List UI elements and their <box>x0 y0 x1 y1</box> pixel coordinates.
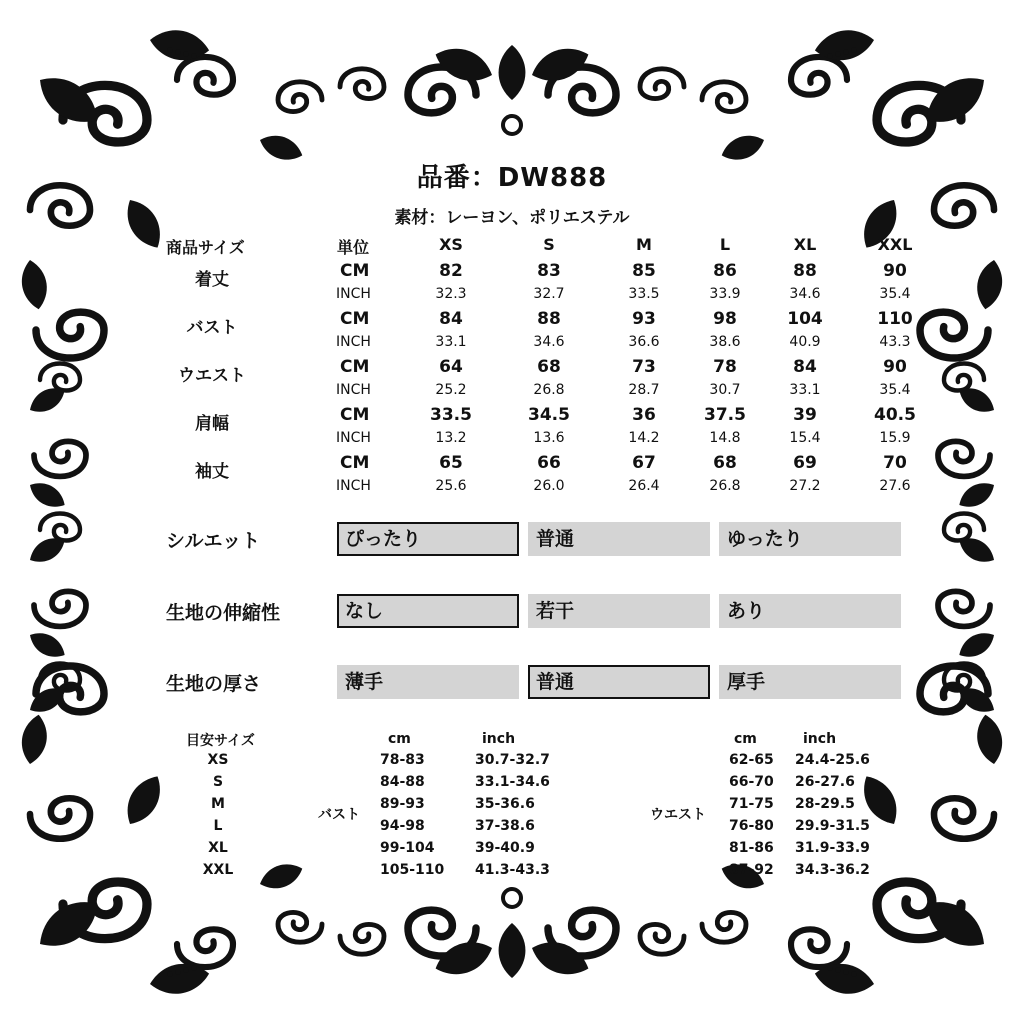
unit-cm-2: CM <box>340 357 370 377</box>
guide-waist-cm: 62-65 <box>729 752 774 768</box>
inch-value-cell: 26.8 <box>533 382 565 398</box>
option-box: ゆったり <box>719 522 901 556</box>
unit-cm-4: CM <box>340 453 370 473</box>
inch-value-cell: 43.3 <box>879 334 911 350</box>
option-box: 普通 <box>528 522 710 556</box>
cm-value-cell: 84 <box>439 309 463 329</box>
option-box: 薄手 <box>337 665 519 699</box>
inch-value-cell: 34.6 <box>789 286 821 302</box>
inch-value-cell: 34.6 <box>533 334 565 350</box>
guide-size-m: M <box>211 796 225 812</box>
cm-value-cell: 39 <box>793 405 817 425</box>
unit-header: 単位 <box>337 238 370 257</box>
guide-bust-inch: 37-38.6 <box>475 818 535 834</box>
inch-value-cell: 32.7 <box>533 286 565 302</box>
cm-value-cell: 33.5 <box>430 405 472 425</box>
cm-value-cell: 37.5 <box>704 405 746 425</box>
waist-cm-header: cm <box>734 731 757 747</box>
measure-name-1: バスト <box>186 318 238 338</box>
guide-size-xl: XL <box>208 840 228 856</box>
cm-value-cell: 67 <box>632 453 656 473</box>
guide-waist-inch: 29.9-31.5 <box>795 818 870 834</box>
guide-waist-inch: 34.3-36.2 <box>795 862 870 878</box>
unit-inch-4: INCH <box>336 478 371 494</box>
cm-value-cell: 84 <box>793 357 817 377</box>
cm-value-cell: 78 <box>713 357 737 377</box>
inch-value-cell: 26.0 <box>533 478 565 494</box>
selected-option-box: なし <box>337 594 519 628</box>
inch-value-cell: 33.9 <box>709 286 741 302</box>
guide-bust-cm: 78-83 <box>380 752 425 768</box>
inch-value-cell: 28.7 <box>628 382 660 398</box>
guide-waist-inch: 31.9-33.9 <box>795 840 870 856</box>
cm-value-cell: 93 <box>632 309 656 329</box>
inch-value-cell: 32.3 <box>435 286 467 302</box>
guide-bust-inch: 41.3-43.3 <box>475 862 550 878</box>
attribute-label-2: 生地の厚さ <box>166 673 262 695</box>
cm-value-cell: 85 <box>632 261 656 281</box>
guide-size-l: L <box>213 818 223 834</box>
inch-value-cell: 40.9 <box>789 334 821 350</box>
cm-value-cell: 40.5 <box>874 405 916 425</box>
inch-value-cell: 13.2 <box>435 430 467 446</box>
measure-name-0: 着丈 <box>195 270 229 290</box>
cm-value-cell: 70 <box>883 453 907 473</box>
guide-size-xxl: XXL <box>202 862 234 878</box>
measure-name-4: 袖丈 <box>195 462 229 482</box>
cm-value-cell: 86 <box>713 261 737 281</box>
product-number-title: 品番：DW888 <box>416 163 608 193</box>
inch-value-cell: 38.6 <box>709 334 741 350</box>
unit-inch-2: INCH <box>336 382 371 398</box>
bust-inch-header: inch <box>482 731 516 747</box>
guide-bust-cm: 94-98 <box>380 818 425 834</box>
cm-value-cell: 66 <box>537 453 561 473</box>
guide-bust-cm: 99-104 <box>380 840 435 856</box>
inch-value-cell: 27.6 <box>879 478 911 494</box>
option-box: あり <box>719 594 901 628</box>
cm-value-cell: 73 <box>632 357 656 377</box>
inch-value-cell: 25.6 <box>435 478 467 494</box>
cm-value-cell: 68 <box>537 357 561 377</box>
cm-value-cell: 90 <box>883 261 907 281</box>
selected-option-box: ぴったり <box>337 522 519 556</box>
waist-inch-header: inch <box>803 731 837 747</box>
size-table-header-label: 商品サイズ <box>166 238 245 257</box>
option-box: 若干 <box>528 594 710 628</box>
guide-size-s: S <box>212 774 224 790</box>
material-line: 素材：レーヨン、ポリエステル <box>394 208 630 228</box>
guide-title: 目安サイズ <box>186 733 255 749</box>
attribute-label-0: シルエット <box>166 530 261 552</box>
inch-value-cell: 14.8 <box>709 430 741 446</box>
selected-option-box: 普通 <box>528 665 710 699</box>
size-header-xl: XL <box>793 235 817 254</box>
size-header-l: L <box>719 235 731 254</box>
cm-value-cell: 36 <box>632 405 656 425</box>
size-header-xxl: XXL <box>877 235 913 254</box>
guide-bust-cm: 105-110 <box>380 862 445 878</box>
measure-name-3: 肩幅 <box>195 414 229 434</box>
inch-value-cell: 15.4 <box>789 430 821 446</box>
unit-inch-0: INCH <box>336 286 371 302</box>
inch-value-cell: 36.6 <box>628 334 660 350</box>
guide-bust-cm: 89-93 <box>380 796 425 812</box>
inch-value-cell: 15.9 <box>879 430 911 446</box>
cm-value-cell: 90 <box>883 357 907 377</box>
option-box: 厚手 <box>719 665 901 699</box>
guide-waist-label: ウエスト <box>650 807 706 823</box>
guide-bust-inch: 30.7-32.7 <box>475 752 550 768</box>
inch-value-cell: 27.2 <box>789 478 821 494</box>
inch-value-cell: 13.6 <box>533 430 565 446</box>
cm-value-cell: 64 <box>439 357 463 377</box>
guide-size-xs: XS <box>207 752 229 768</box>
unit-inch-3: INCH <box>336 430 371 446</box>
guide-waist-cm: 71-75 <box>729 796 774 812</box>
size-header-s: S <box>543 235 555 254</box>
guide-waist-inch: 26-27.6 <box>795 774 855 790</box>
guide-bust-inch: 39-40.9 <box>475 840 535 856</box>
cm-value-cell: 69 <box>793 453 817 473</box>
guide-bust-cm: 84-88 <box>380 774 425 790</box>
bust-cm-header: cm <box>388 731 411 747</box>
inch-value-cell: 33.5 <box>628 286 660 302</box>
attribute-label-1: 生地の伸縮性 <box>166 602 281 624</box>
cm-value-cell: 34.5 <box>528 405 570 425</box>
size-header-xs: XS <box>439 235 463 254</box>
guide-bust-inch: 35-36.6 <box>475 796 535 812</box>
inch-value-cell: 25.2 <box>435 382 467 398</box>
inch-value-cell: 14.2 <box>628 430 660 446</box>
inch-value-cell: 26.4 <box>628 478 660 494</box>
guide-waist-cm: 66-70 <box>729 774 774 790</box>
inch-value-cell: 26.8 <box>709 478 741 494</box>
cm-value-cell: 88 <box>537 309 561 329</box>
size-header-m: M <box>636 235 652 254</box>
inch-value-cell: 35.4 <box>879 286 911 302</box>
cm-value-cell: 82 <box>439 261 463 281</box>
guide-bust-inch: 33.1-34.6 <box>475 774 550 790</box>
inch-value-cell: 33.1 <box>789 382 821 398</box>
cm-value-cell: 110 <box>877 309 913 329</box>
guide-bust-label: バスト <box>318 807 360 823</box>
guide-waist-inch: 28-29.5 <box>795 796 855 812</box>
inch-value-cell: 33.1 <box>435 334 467 350</box>
cm-value-cell: 88 <box>793 261 817 281</box>
inch-value-cell: 35.4 <box>879 382 911 398</box>
guide-waist-cm: 81-86 <box>729 840 774 856</box>
cm-value-cell: 83 <box>537 261 561 281</box>
cm-value-cell: 68 <box>713 453 737 473</box>
guide-waist-cm: 87-92 <box>729 862 774 878</box>
unit-cm-0: CM <box>340 261 370 281</box>
cm-value-cell: 104 <box>787 309 823 329</box>
guide-waist-cm: 76-80 <box>729 818 774 834</box>
unit-inch-1: INCH <box>336 334 371 350</box>
cm-value-cell: 65 <box>439 453 463 473</box>
cm-value-cell: 98 <box>713 309 737 329</box>
measure-name-2: ウエスト <box>178 366 246 386</box>
guide-waist-inch: 24.4-25.6 <box>795 752 870 768</box>
unit-cm-1: CM <box>340 309 370 329</box>
unit-cm-3: CM <box>340 405 370 425</box>
inch-value-cell: 30.7 <box>709 382 741 398</box>
